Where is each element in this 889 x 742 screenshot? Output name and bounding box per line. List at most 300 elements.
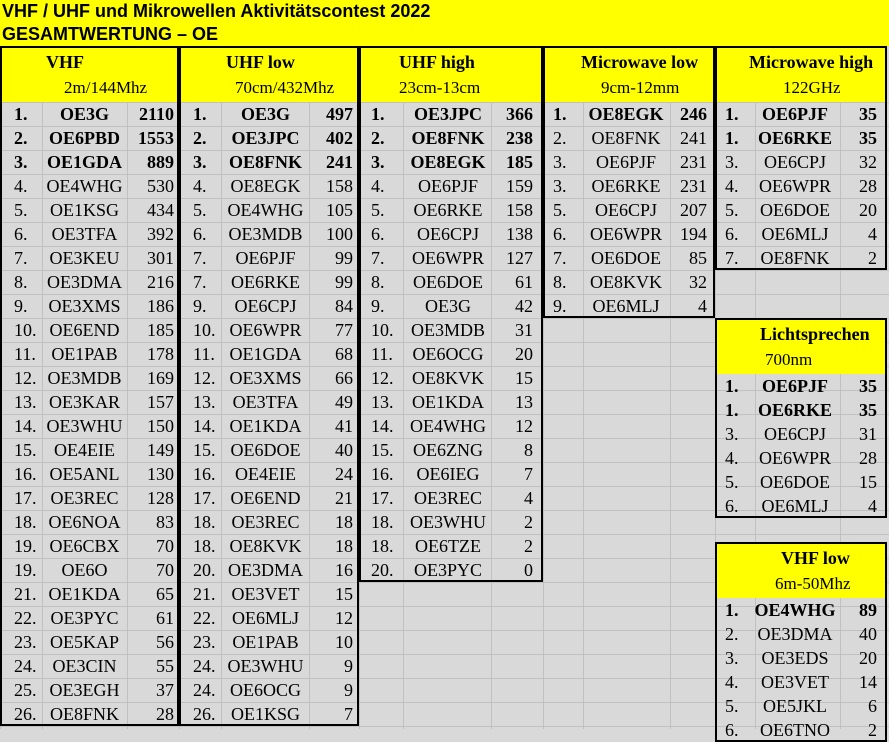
table-row	[0, 630, 179, 654]
rank-cell: 7.	[193, 272, 207, 292]
score-cell: 61	[515, 272, 533, 292]
table-row	[179, 318, 359, 342]
rank-cell: 15.	[371, 440, 394, 460]
score-cell: 241	[680, 128, 707, 148]
score-cell: 89	[859, 600, 877, 620]
table-row	[715, 646, 887, 670]
callsign-cell: OE6MLJ	[232, 608, 299, 628]
callsign-cell: OE3PYC	[413, 560, 482, 580]
rank-cell: 11.	[371, 344, 393, 364]
callsign-cell: OE3VET	[761, 672, 829, 692]
callsign-cell: OE3G	[425, 296, 471, 316]
callsign-cell: OE3JPC	[231, 128, 300, 148]
table-row	[359, 174, 543, 198]
table-row	[179, 126, 359, 150]
table-row	[715, 102, 887, 126]
score-cell: 15	[335, 584, 353, 604]
callsign-cell: OE8EGK	[588, 104, 664, 124]
callsign-cell: OE6IEG	[416, 464, 480, 484]
table-row	[0, 366, 179, 390]
table-row	[179, 606, 359, 630]
score-cell: 186	[147, 296, 174, 316]
table-row	[179, 486, 359, 510]
callsign-cell: OE8EGK	[230, 176, 301, 196]
callsign-cell: OE6PBD	[48, 128, 120, 148]
rank-cell: 6.	[553, 224, 567, 244]
table-row	[179, 702, 359, 726]
score-cell: 1553	[138, 128, 174, 148]
callsign-cell: OE6CPJ	[234, 296, 297, 316]
table-row	[179, 462, 359, 486]
score-cell: 66	[335, 368, 353, 388]
callsign-cell: OE1KDA	[229, 416, 302, 436]
rank-cell: 6.	[371, 224, 385, 244]
table-row	[179, 582, 359, 606]
table-row	[359, 534, 543, 558]
rank-cell: 1.	[553, 104, 567, 124]
rank-cell: 8.	[553, 272, 567, 292]
table-row	[179, 270, 359, 294]
table-row	[715, 446, 887, 470]
score-cell: 9	[344, 680, 353, 700]
category-name: VHF low	[781, 548, 850, 568]
score-cell: 2110	[138, 104, 174, 124]
rank-cell: 7.	[193, 248, 207, 268]
callsign-cell: OE1GDA	[229, 344, 302, 364]
callsign-cell: OE5ANL	[49, 464, 120, 484]
rank-cell: 12.	[371, 368, 394, 388]
category-band: 700nm	[765, 350, 813, 369]
score-cell: 35	[859, 104, 877, 124]
table-row	[715, 150, 887, 174]
callsign-cell: OE6TNO	[760, 720, 830, 740]
callsign-cell: OE6WPR	[590, 224, 662, 244]
table-row	[0, 318, 179, 342]
rank-cell: 13.	[14, 392, 37, 412]
score-cell: 4	[524, 488, 533, 508]
callsign-cell: OE6PJF	[762, 104, 828, 124]
rank-cell: 6.	[193, 224, 207, 244]
table-row	[359, 318, 543, 342]
table-row	[543, 102, 715, 126]
callsign-cell: OE3WHU	[410, 512, 486, 532]
rank-cell: 1.	[725, 104, 739, 124]
rank-cell: 9.	[193, 296, 207, 316]
score-cell: 150	[147, 416, 174, 436]
score-cell: 24	[335, 464, 353, 484]
callsign-cell: OE6CPJ	[416, 224, 479, 244]
callsign-cell: OE6TZE	[415, 536, 481, 556]
table-row	[179, 534, 359, 558]
callsign-cell: OE8KVK	[229, 536, 302, 556]
score-cell: 12	[515, 416, 533, 436]
score-cell: 2	[868, 720, 877, 740]
rank-cell: 17.	[371, 488, 394, 508]
score-cell: 159	[506, 176, 533, 196]
rank-cell: 22.	[14, 608, 37, 628]
score-cell: 207	[680, 200, 707, 220]
callsign-cell: OE1KSG	[49, 200, 119, 220]
category-uhf-high	[359, 46, 543, 582]
table-row	[179, 414, 359, 438]
rank-cell: 24.	[193, 680, 216, 700]
score-cell: 127	[506, 248, 533, 268]
table-row	[715, 494, 887, 518]
callsign-cell: OE3XMS	[229, 368, 302, 388]
table-row	[179, 150, 359, 174]
category-band: 2m/144Mhz	[64, 78, 148, 97]
table-row	[715, 398, 887, 422]
callsign-cell: OE3DMA	[47, 272, 122, 292]
rank-cell: 15.	[14, 440, 37, 460]
rank-cell: 21.	[193, 584, 216, 604]
callsign-cell: OE6DOE	[760, 200, 830, 220]
score-cell: 56	[156, 632, 174, 652]
callsign-cell: OE6WPR	[759, 176, 831, 196]
table-row	[359, 102, 543, 126]
callsign-cell: OE5KAP	[49, 632, 119, 652]
table-row	[359, 486, 543, 510]
rank-cell: 5.	[193, 200, 207, 220]
table-row	[0, 558, 179, 582]
callsign-cell: OE1KDA	[48, 584, 121, 604]
callsign-cell: OE6WPR	[412, 248, 484, 268]
rank-cell: 1.	[193, 104, 207, 124]
callsign-cell: OE3XMS	[48, 296, 121, 316]
table-row	[179, 366, 359, 390]
table-row	[179, 342, 359, 366]
score-cell: 35	[859, 128, 877, 148]
rank-cell: 2.	[193, 128, 207, 148]
rank-cell: 3.	[553, 176, 567, 196]
score-cell: 216	[147, 272, 174, 292]
rank-cell: 12.	[14, 368, 37, 388]
callsign-cell: OE8KVK	[412, 368, 484, 388]
score-cell: 32	[689, 272, 707, 292]
callsign-cell: OE4WHG	[46, 176, 123, 196]
callsign-cell: OE6END	[49, 320, 120, 340]
rank-cell: 4.	[725, 176, 739, 196]
table-row	[359, 294, 543, 318]
score-cell: 28	[859, 448, 877, 468]
rank-cell: 16.	[371, 464, 394, 484]
score-cell: 158	[326, 176, 353, 196]
score-cell: 31	[859, 424, 877, 444]
rank-cell: 6.	[725, 224, 739, 244]
table-row	[715, 422, 887, 446]
callsign-cell: OE3REC	[413, 488, 482, 508]
rank-cell: 8.	[371, 272, 385, 292]
category-band: 9cm-12mm	[601, 78, 680, 97]
score-cell: 28	[859, 176, 877, 196]
callsign-cell: OE6PJF	[762, 376, 828, 396]
category-name: Microwave low	[581, 52, 699, 72]
table-row	[359, 438, 543, 462]
score-cell: 16	[335, 560, 353, 580]
score-cell: 49	[335, 392, 353, 412]
callsign-cell: OE6MLJ	[592, 296, 660, 316]
table-row	[0, 582, 179, 606]
score-cell: 4	[868, 224, 877, 244]
table-row	[359, 414, 543, 438]
rank-cell: 7.	[553, 248, 567, 268]
table-row	[0, 702, 179, 726]
table-row	[0, 174, 179, 198]
rank-cell: 23.	[193, 632, 216, 652]
score-cell: 158	[506, 200, 533, 220]
rank-cell: 3.	[553, 152, 567, 172]
table-row	[715, 174, 887, 198]
rank-cell: 4.	[725, 672, 739, 692]
callsign-cell: OE8FNK	[228, 152, 302, 172]
score-cell: 231	[680, 152, 707, 172]
table-row	[715, 222, 887, 246]
rank-cell: 8.	[14, 272, 28, 292]
score-cell: 6	[868, 696, 877, 716]
rank-cell: 9.	[553, 296, 567, 316]
category-name: Microwave high	[749, 52, 874, 72]
score-cell: 2	[868, 248, 877, 268]
callsign-cell: OE6DOE	[760, 472, 830, 492]
score-cell: 392	[147, 224, 174, 244]
score-cell: 37	[156, 680, 174, 700]
score-cell: 68	[335, 344, 353, 364]
contest-title: VHF / UHF und Mikrowellen Aktivitätscontest 2022	[0, 0, 889, 23]
rank-cell: 5.	[725, 200, 739, 220]
table-row	[0, 486, 179, 510]
callsign-cell: OE3MDB	[47, 368, 122, 388]
table-row	[715, 246, 887, 270]
score-cell: 497	[326, 104, 353, 124]
rank-cell: 14.	[193, 416, 216, 436]
table-row	[0, 462, 179, 486]
callsign-cell: OE1PAB	[51, 344, 118, 364]
score-cell: 301	[147, 248, 174, 268]
table-row	[0, 510, 179, 534]
score-cell: 9	[344, 656, 353, 676]
score-cell: 35	[859, 400, 877, 420]
score-cell: 32	[859, 152, 877, 172]
rank-cell: 19.	[14, 560, 37, 580]
table-row	[543, 294, 715, 318]
score-cell: 100	[326, 224, 353, 244]
callsign-cell: OE6PJF	[235, 248, 296, 268]
callsign-cell: OE1KDA	[412, 392, 484, 412]
callsign-cell: OE3KEU	[49, 248, 120, 268]
score-cell: 42	[515, 296, 533, 316]
rank-cell: 2.	[14, 128, 28, 148]
category-uhf-low	[179, 46, 359, 726]
table-row	[179, 222, 359, 246]
callsign-cell: OE3TFA	[232, 392, 299, 412]
callsign-cell: OE6ZNG	[413, 440, 483, 460]
category-name: UHF high	[399, 52, 475, 72]
score-cell: 105	[326, 200, 353, 220]
score-cell: 8	[524, 440, 533, 460]
table-row	[0, 534, 179, 558]
rank-cell: 17.	[193, 488, 216, 508]
table-row	[179, 102, 359, 126]
callsign-cell: OE3G	[240, 104, 290, 124]
table-row	[179, 654, 359, 678]
rank-cell: 3.	[371, 152, 385, 172]
table-row	[715, 126, 887, 150]
table-row	[0, 606, 179, 630]
rank-cell: 5.	[553, 200, 567, 220]
rank-cell: 4.	[371, 176, 385, 196]
table-row	[359, 462, 543, 486]
callsign-cell: OE6DOE	[413, 272, 483, 292]
rank-cell: 18.	[371, 536, 394, 556]
rank-cell: 19.	[14, 536, 37, 556]
table-row	[715, 670, 887, 694]
rank-cell: 5.	[725, 696, 739, 716]
callsign-cell: OE3WHU	[46, 416, 123, 436]
score-cell: 246	[680, 104, 707, 124]
callsign-cell: OE8EGK	[410, 152, 486, 172]
score-cell: 185	[506, 152, 533, 172]
callsign-cell: OE3DMA	[757, 624, 833, 644]
score-cell: 99	[335, 248, 353, 268]
rank-cell: 5.	[725, 472, 739, 492]
rank-cell: 3.	[14, 152, 28, 172]
score-cell: 241	[326, 152, 353, 172]
rank-cell: 11.	[193, 344, 215, 364]
table-row	[543, 126, 715, 150]
score-cell: 14	[859, 672, 877, 692]
callsign-cell: OE6CBX	[49, 536, 120, 556]
score-cell: 20	[859, 200, 877, 220]
callsign-cell: OE3EDS	[761, 648, 829, 668]
score-cell: 231	[680, 176, 707, 196]
table-row	[359, 222, 543, 246]
rank-cell: 1.	[725, 128, 739, 148]
callsign-cell: OE6END	[230, 488, 301, 508]
callsign-cell: OE8KVK	[590, 272, 662, 292]
rank-cell: 2.	[553, 128, 567, 148]
callsign-cell: OE6PJF	[417, 176, 479, 196]
table-row	[179, 294, 359, 318]
table-row	[0, 246, 179, 270]
table-row	[359, 558, 543, 582]
rank-cell: 3.	[725, 152, 739, 172]
table-row	[359, 270, 543, 294]
table-row	[0, 390, 179, 414]
score-cell: 13	[515, 392, 533, 412]
callsign-cell: OE3REC	[50, 488, 119, 508]
callsign-cell: OE6NOA	[48, 512, 121, 532]
score-cell: 83	[156, 512, 174, 532]
score-cell: 15	[515, 368, 533, 388]
callsign-cell: OE8FNK	[760, 248, 830, 268]
callsign-cell: OE6OCG	[230, 680, 301, 700]
score-cell: 15	[859, 472, 877, 492]
table-row	[543, 246, 715, 270]
rank-cell: 26.	[14, 704, 37, 724]
score-cell: 70	[156, 536, 174, 556]
callsign-cell: OE3PYC	[50, 608, 119, 628]
score-cell: 366	[506, 104, 533, 124]
score-cell: 85	[689, 248, 707, 268]
table-row	[0, 342, 179, 366]
score-cell: 178	[147, 344, 174, 364]
rank-cell: 4.	[725, 448, 739, 468]
rank-cell: 3.	[725, 424, 739, 444]
table-row	[0, 270, 179, 294]
rank-cell: 17.	[14, 488, 37, 508]
table-row	[0, 126, 179, 150]
rank-cell: 14.	[14, 416, 37, 436]
table-row	[359, 126, 543, 150]
score-cell: 84	[335, 296, 353, 316]
table-row	[543, 198, 715, 222]
rank-cell: 9.	[371, 296, 385, 316]
table-row	[359, 246, 543, 270]
rank-cell: 3.	[193, 152, 207, 172]
score-cell: 77	[335, 320, 353, 340]
score-cell: 185	[147, 320, 174, 340]
category-band: 122GHz	[783, 78, 841, 97]
category-name: VHF	[46, 52, 84, 72]
rank-cell: 1.	[371, 104, 385, 124]
score-cell: 21	[335, 488, 353, 508]
rank-cell: 26.	[193, 704, 216, 724]
callsign-cell: OE3VET	[231, 584, 300, 604]
callsign-cell: OE6CPJ	[594, 200, 657, 220]
category-vhf-low	[715, 542, 887, 742]
category-band: 6m-50Mhz	[775, 574, 851, 593]
callsign-cell: OE3JPC	[413, 104, 482, 124]
callsign-cell: OE6OCG	[412, 344, 484, 364]
rank-cell: 7.	[14, 248, 28, 268]
rank-cell: 20.	[371, 560, 394, 580]
rank-cell: 3.	[725, 648, 739, 668]
table-row	[359, 198, 543, 222]
callsign-cell: OE8FNK	[591, 128, 661, 148]
rank-cell: 6.	[14, 224, 28, 244]
score-cell: 31	[515, 320, 533, 340]
table-row	[543, 174, 715, 198]
rank-cell: 10.	[371, 320, 394, 340]
score-cell: 10	[335, 632, 353, 652]
rank-cell: 18.	[193, 512, 216, 532]
callsign-cell: OE5JKL	[763, 696, 827, 716]
rank-cell: 5.	[14, 200, 28, 220]
callsign-cell: OE6CPJ	[763, 424, 826, 444]
category-microwave-high	[715, 46, 887, 270]
category-band: 70cm/432Mhz	[235, 78, 335, 97]
rank-cell: 13.	[193, 392, 216, 412]
rank-cell: 1.	[14, 104, 28, 124]
callsign-cell: OE4EIE	[235, 464, 296, 484]
callsign-cell: OE6RKE	[757, 128, 832, 148]
callsign-cell: OE3MDB	[228, 224, 303, 244]
table-row	[359, 150, 543, 174]
score-cell: 530	[147, 176, 174, 196]
table-row	[179, 510, 359, 534]
rank-cell: 22.	[193, 608, 216, 628]
rank-cell: 16.	[14, 464, 37, 484]
rank-cell: 2.	[725, 624, 739, 644]
table-row	[715, 598, 887, 622]
callsign-cell: OE8FNK	[411, 128, 485, 148]
score-cell: 99	[335, 272, 353, 292]
callsign-cell: OE4EIE	[54, 440, 115, 460]
rank-cell: 1.	[725, 376, 739, 396]
rank-cell: 24.	[193, 656, 216, 676]
score-cell: 194	[680, 224, 707, 244]
category-lichtsprechen	[715, 318, 887, 518]
